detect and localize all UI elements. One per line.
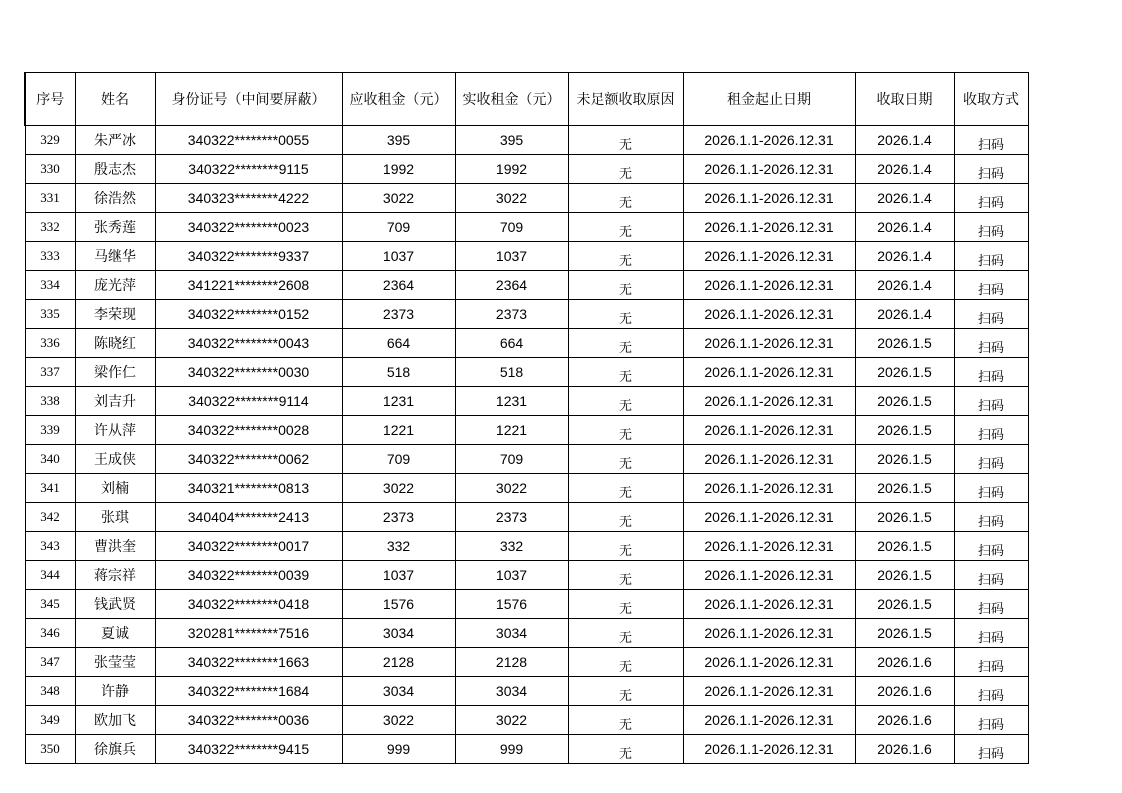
cell-paid-rent: 1221 [455, 416, 568, 445]
table-row [25, 416, 1028, 445]
cell-due-rent: 709 [342, 213, 455, 242]
cell-collect-method: 扫码 [954, 619, 1028, 648]
cell-rent-period: 2026.1.1-2026.12.31 [683, 503, 855, 532]
table-row [25, 242, 1028, 271]
cell-rent-period: 2026.1.1-2026.12.31 [683, 590, 855, 619]
cell-paid-rent: 332 [455, 532, 568, 561]
cell-paid-rent: 3022 [455, 474, 568, 503]
cell-shortfall-reason: 无 [568, 590, 683, 619]
cell-due-rent: 2364 [342, 271, 455, 300]
cell-rent-period: 2026.1.1-2026.12.31 [683, 242, 855, 271]
cell-name: 陈晓红 [75, 329, 155, 358]
cell-due-rent: 999 [342, 735, 455, 764]
header-collect-method: 收取方式 [954, 73, 1028, 126]
cell-seq: 339 [25, 416, 75, 445]
cell-collect-date: 2026.1.5 [855, 619, 954, 648]
cell-rent-period: 2026.1.1-2026.12.31 [683, 184, 855, 213]
cell-collect-date: 2026.1.4 [855, 213, 954, 242]
cell-due-rent: 3022 [342, 184, 455, 213]
cell-paid-rent: 395 [455, 126, 568, 155]
cell-seq: 331 [25, 184, 75, 213]
table-row [25, 503, 1028, 532]
cell-due-rent: 1037 [342, 242, 455, 271]
cell-collect-method: 扫码 [954, 735, 1028, 764]
header-collect-date: 收取日期 [855, 73, 954, 126]
table-row [25, 184, 1028, 213]
cell-name: 张莹莹 [75, 648, 155, 677]
cell-seq: 333 [25, 242, 75, 271]
cell-seq: 344 [25, 561, 75, 590]
cell-rent-period: 2026.1.1-2026.12.31 [683, 706, 855, 735]
cell-shortfall-reason: 无 [568, 561, 683, 590]
table-row [25, 706, 1028, 735]
cell-rent-period: 2026.1.1-2026.12.31 [683, 532, 855, 561]
header-due-rent: 应收租金（元） [342, 73, 455, 126]
cell-due-rent: 3022 [342, 474, 455, 503]
cell-collect-method: 扫码 [954, 387, 1028, 416]
cell-collect-date: 2026.1.6 [855, 706, 954, 735]
cell-name: 夏诚 [75, 619, 155, 648]
cell-shortfall-reason: 无 [568, 126, 683, 155]
table-row [25, 358, 1028, 387]
cell-name: 庞光萍 [75, 271, 155, 300]
cell-shortfall-reason: 无 [568, 619, 683, 648]
header-rent-period: 租金起止日期 [683, 73, 855, 126]
cell-collect-method: 扫码 [954, 561, 1028, 590]
cell-collect-method: 扫码 [954, 271, 1028, 300]
cell-collect-method: 扫码 [954, 242, 1028, 271]
cell-rent-period: 2026.1.1-2026.12.31 [683, 329, 855, 358]
cell-shortfall-reason: 无 [568, 358, 683, 387]
header-shortfall-reason: 未足额收取原因 [568, 73, 683, 126]
header-seq: 序号 [25, 73, 75, 126]
table-row [25, 387, 1028, 416]
cell-shortfall-reason: 无 [568, 155, 683, 184]
cell-id-number: 340322********0152 [155, 300, 342, 329]
cell-id-number: 340322********0039 [155, 561, 342, 590]
table-row [25, 445, 1028, 474]
cell-name: 张琪 [75, 503, 155, 532]
cell-collect-method: 扫码 [954, 126, 1028, 155]
cell-rent-period: 2026.1.1-2026.12.31 [683, 155, 855, 184]
cell-due-rent: 332 [342, 532, 455, 561]
cell-seq: 345 [25, 590, 75, 619]
cell-collect-method: 扫码 [954, 445, 1028, 474]
cell-collect-date: 2026.1.6 [855, 677, 954, 706]
cell-id-number: 340322********0028 [155, 416, 342, 445]
cell-paid-rent: 2373 [455, 300, 568, 329]
cell-paid-rent: 1037 [455, 561, 568, 590]
cell-seq: 350 [25, 735, 75, 764]
table-row [25, 648, 1028, 677]
cell-collect-method: 扫码 [954, 706, 1028, 735]
table-row [25, 213, 1028, 242]
cell-name: 马继华 [75, 242, 155, 271]
cell-id-number: 340322********0023 [155, 213, 342, 242]
cell-id-number: 340322********0017 [155, 532, 342, 561]
cell-name: 徐旗兵 [75, 735, 155, 764]
cell-collect-date: 2026.1.6 [855, 735, 954, 764]
cell-collect-date: 2026.1.5 [855, 329, 954, 358]
cell-collect-date: 2026.1.5 [855, 561, 954, 590]
cell-shortfall-reason: 无 [568, 213, 683, 242]
cell-name: 王成侠 [75, 445, 155, 474]
header-id: 身份证号（中间要屏蔽） [155, 73, 342, 126]
cell-id-number: 341221********2608 [155, 271, 342, 300]
cell-rent-period: 2026.1.1-2026.12.31 [683, 358, 855, 387]
cell-rent-period: 2026.1.1-2026.12.31 [683, 271, 855, 300]
cell-collect-date: 2026.1.6 [855, 648, 954, 677]
cell-id-number: 340322********0418 [155, 590, 342, 619]
cell-collect-method: 扫码 [954, 416, 1028, 445]
cell-rent-period: 2026.1.1-2026.12.31 [683, 677, 855, 706]
cell-collect-date: 2026.1.5 [855, 532, 954, 561]
cell-collect-method: 扫码 [954, 300, 1028, 329]
cell-due-rent: 3034 [342, 619, 455, 648]
table-row [25, 561, 1028, 590]
cell-collect-date: 2026.1.4 [855, 184, 954, 213]
cell-due-rent: 3034 [342, 677, 455, 706]
cell-name: 曹洪奎 [75, 532, 155, 561]
table-row [25, 619, 1028, 648]
cell-shortfall-reason: 无 [568, 387, 683, 416]
cell-collect-method: 扫码 [954, 213, 1028, 242]
cell-name: 张秀莲 [75, 213, 155, 242]
cell-seq: 349 [25, 706, 75, 735]
cell-due-rent: 1037 [342, 561, 455, 590]
cell-paid-rent: 3022 [455, 706, 568, 735]
cell-name: 欧加飞 [75, 706, 155, 735]
cell-seq: 346 [25, 619, 75, 648]
cell-collect-date: 2026.1.5 [855, 358, 954, 387]
cell-collect-date: 2026.1.4 [855, 300, 954, 329]
cell-id-number: 340323********4222 [155, 184, 342, 213]
cell-id-number: 320281********7516 [155, 619, 342, 648]
table-row [25, 329, 1028, 358]
cell-collect-date: 2026.1.5 [855, 416, 954, 445]
cell-collect-method: 扫码 [954, 329, 1028, 358]
cell-id-number: 340322********9337 [155, 242, 342, 271]
cell-collect-method: 扫码 [954, 532, 1028, 561]
cell-rent-period: 2026.1.1-2026.12.31 [683, 735, 855, 764]
cell-paid-rent: 709 [455, 445, 568, 474]
cell-paid-rent: 2364 [455, 271, 568, 300]
cell-name: 朱严冰 [75, 126, 155, 155]
cell-seq: 330 [25, 155, 75, 184]
cell-seq: 337 [25, 358, 75, 387]
cell-seq: 340 [25, 445, 75, 474]
cell-collect-date: 2026.1.5 [855, 474, 954, 503]
cell-paid-rent: 3022 [455, 184, 568, 213]
cell-collect-method: 扫码 [954, 155, 1028, 184]
cell-due-rent: 1231 [342, 387, 455, 416]
cell-name: 梁作仁 [75, 358, 155, 387]
cell-shortfall-reason: 无 [568, 242, 683, 271]
cell-shortfall-reason: 无 [568, 677, 683, 706]
cell-shortfall-reason: 无 [568, 445, 683, 474]
cell-collect-date: 2026.1.5 [855, 387, 954, 416]
cell-collect-method: 扫码 [954, 358, 1028, 387]
cell-name: 刘楠 [75, 474, 155, 503]
cell-rent-period: 2026.1.1-2026.12.31 [683, 445, 855, 474]
cell-seq: 341 [25, 474, 75, 503]
cell-collect-method: 扫码 [954, 590, 1028, 619]
cell-rent-period: 2026.1.1-2026.12.31 [683, 561, 855, 590]
cell-rent-period: 2026.1.1-2026.12.31 [683, 300, 855, 329]
table-row [25, 677, 1028, 706]
cell-collect-date: 2026.1.5 [855, 590, 954, 619]
cell-seq: 336 [25, 329, 75, 358]
cell-due-rent: 395 [342, 126, 455, 155]
cell-seq: 335 [25, 300, 75, 329]
cell-id-number: 340322********0043 [155, 329, 342, 358]
cell-name: 钱武贤 [75, 590, 155, 619]
cell-collect-date: 2026.1.4 [855, 271, 954, 300]
table-row [25, 590, 1028, 619]
cell-collect-date: 2026.1.4 [855, 155, 954, 184]
cell-seq: 329 [25, 126, 75, 155]
cell-name: 李荣现 [75, 300, 155, 329]
cell-due-rent: 2373 [342, 300, 455, 329]
cell-id-number: 340322********0030 [155, 358, 342, 387]
cell-shortfall-reason: 无 [568, 735, 683, 764]
cell-paid-rent: 1576 [455, 590, 568, 619]
cell-shortfall-reason: 无 [568, 271, 683, 300]
cell-rent-period: 2026.1.1-2026.12.31 [683, 474, 855, 503]
cell-paid-rent: 1231 [455, 387, 568, 416]
cell-name: 蒋宗祥 [75, 561, 155, 590]
cell-shortfall-reason: 无 [568, 184, 683, 213]
header-paid-rent: 实收租金（元） [455, 73, 568, 126]
header-row [25, 73, 1028, 126]
cell-id-number: 340322********1684 [155, 677, 342, 706]
cell-id-number: 340322********0055 [155, 126, 342, 155]
cell-paid-rent: 2373 [455, 503, 568, 532]
cell-name: 许从萍 [75, 416, 155, 445]
cell-collect-date: 2026.1.4 [855, 126, 954, 155]
cell-id-number: 340322********9114 [155, 387, 342, 416]
cell-collect-method: 扫码 [954, 648, 1028, 677]
table-row [25, 271, 1028, 300]
cell-collect-method: 扫码 [954, 677, 1028, 706]
cell-name: 许静 [75, 677, 155, 706]
table-row [25, 155, 1028, 184]
cell-shortfall-reason: 无 [568, 648, 683, 677]
cell-shortfall-reason: 无 [568, 706, 683, 735]
cell-rent-period: 2026.1.1-2026.12.31 [683, 387, 855, 416]
cell-id-number: 340322********0062 [155, 445, 342, 474]
rent-collection-table [24, 72, 1029, 764]
cell-due-rent: 664 [342, 329, 455, 358]
cell-rent-period: 2026.1.1-2026.12.31 [683, 126, 855, 155]
cell-due-rent: 1992 [342, 155, 455, 184]
cell-seq: 342 [25, 503, 75, 532]
cell-collect-method: 扫码 [954, 184, 1028, 213]
cell-paid-rent: 3034 [455, 677, 568, 706]
cell-shortfall-reason: 无 [568, 416, 683, 445]
cell-collect-date: 2026.1.5 [855, 503, 954, 532]
cell-paid-rent: 999 [455, 735, 568, 764]
cell-paid-rent: 709 [455, 213, 568, 242]
table-row [25, 300, 1028, 329]
cell-due-rent: 1221 [342, 416, 455, 445]
cell-rent-period: 2026.1.1-2026.12.31 [683, 619, 855, 648]
cell-paid-rent: 518 [455, 358, 568, 387]
table-row [25, 126, 1028, 155]
cell-due-rent: 1576 [342, 590, 455, 619]
cell-due-rent: 2373 [342, 503, 455, 532]
cell-shortfall-reason: 无 [568, 300, 683, 329]
cell-paid-rent: 2128 [455, 648, 568, 677]
cell-name: 刘吉升 [75, 387, 155, 416]
cell-collect-method: 扫码 [954, 503, 1028, 532]
cell-paid-rent: 664 [455, 329, 568, 358]
cell-shortfall-reason: 无 [568, 532, 683, 561]
cell-collect-date: 2026.1.4 [855, 242, 954, 271]
cell-seq: 338 [25, 387, 75, 416]
cell-seq: 348 [25, 677, 75, 706]
cell-id-number: 340322********1663 [155, 648, 342, 677]
cell-rent-period: 2026.1.1-2026.12.31 [683, 213, 855, 242]
cell-rent-period: 2026.1.1-2026.12.31 [683, 648, 855, 677]
cell-id-number: 340404********2413 [155, 503, 342, 532]
cell-seq: 343 [25, 532, 75, 561]
cell-id-number: 340322********9115 [155, 155, 342, 184]
cell-rent-period: 2026.1.1-2026.12.31 [683, 416, 855, 445]
cell-seq: 347 [25, 648, 75, 677]
cell-paid-rent: 1992 [455, 155, 568, 184]
cell-id-number: 340321********0813 [155, 474, 342, 503]
cell-name: 殷志杰 [75, 155, 155, 184]
cell-collect-date: 2026.1.5 [855, 445, 954, 474]
cell-id-number: 340322********9415 [155, 735, 342, 764]
cell-shortfall-reason: 无 [568, 474, 683, 503]
header-name: 姓名 [75, 73, 155, 126]
table-row [25, 474, 1028, 503]
table-row [25, 735, 1028, 764]
cell-paid-rent: 3034 [455, 619, 568, 648]
table-row [25, 532, 1028, 561]
cell-due-rent: 2128 [342, 648, 455, 677]
cell-seq: 332 [25, 213, 75, 242]
cell-id-number: 340322********0036 [155, 706, 342, 735]
cell-collect-method: 扫码 [954, 474, 1028, 503]
cell-shortfall-reason: 无 [568, 329, 683, 358]
cell-due-rent: 709 [342, 445, 455, 474]
cell-name: 徐浩然 [75, 184, 155, 213]
cell-seq: 334 [25, 271, 75, 300]
cell-due-rent: 518 [342, 358, 455, 387]
cell-shortfall-reason: 无 [568, 503, 683, 532]
cell-paid-rent: 1037 [455, 242, 568, 271]
cell-due-rent: 3022 [342, 706, 455, 735]
